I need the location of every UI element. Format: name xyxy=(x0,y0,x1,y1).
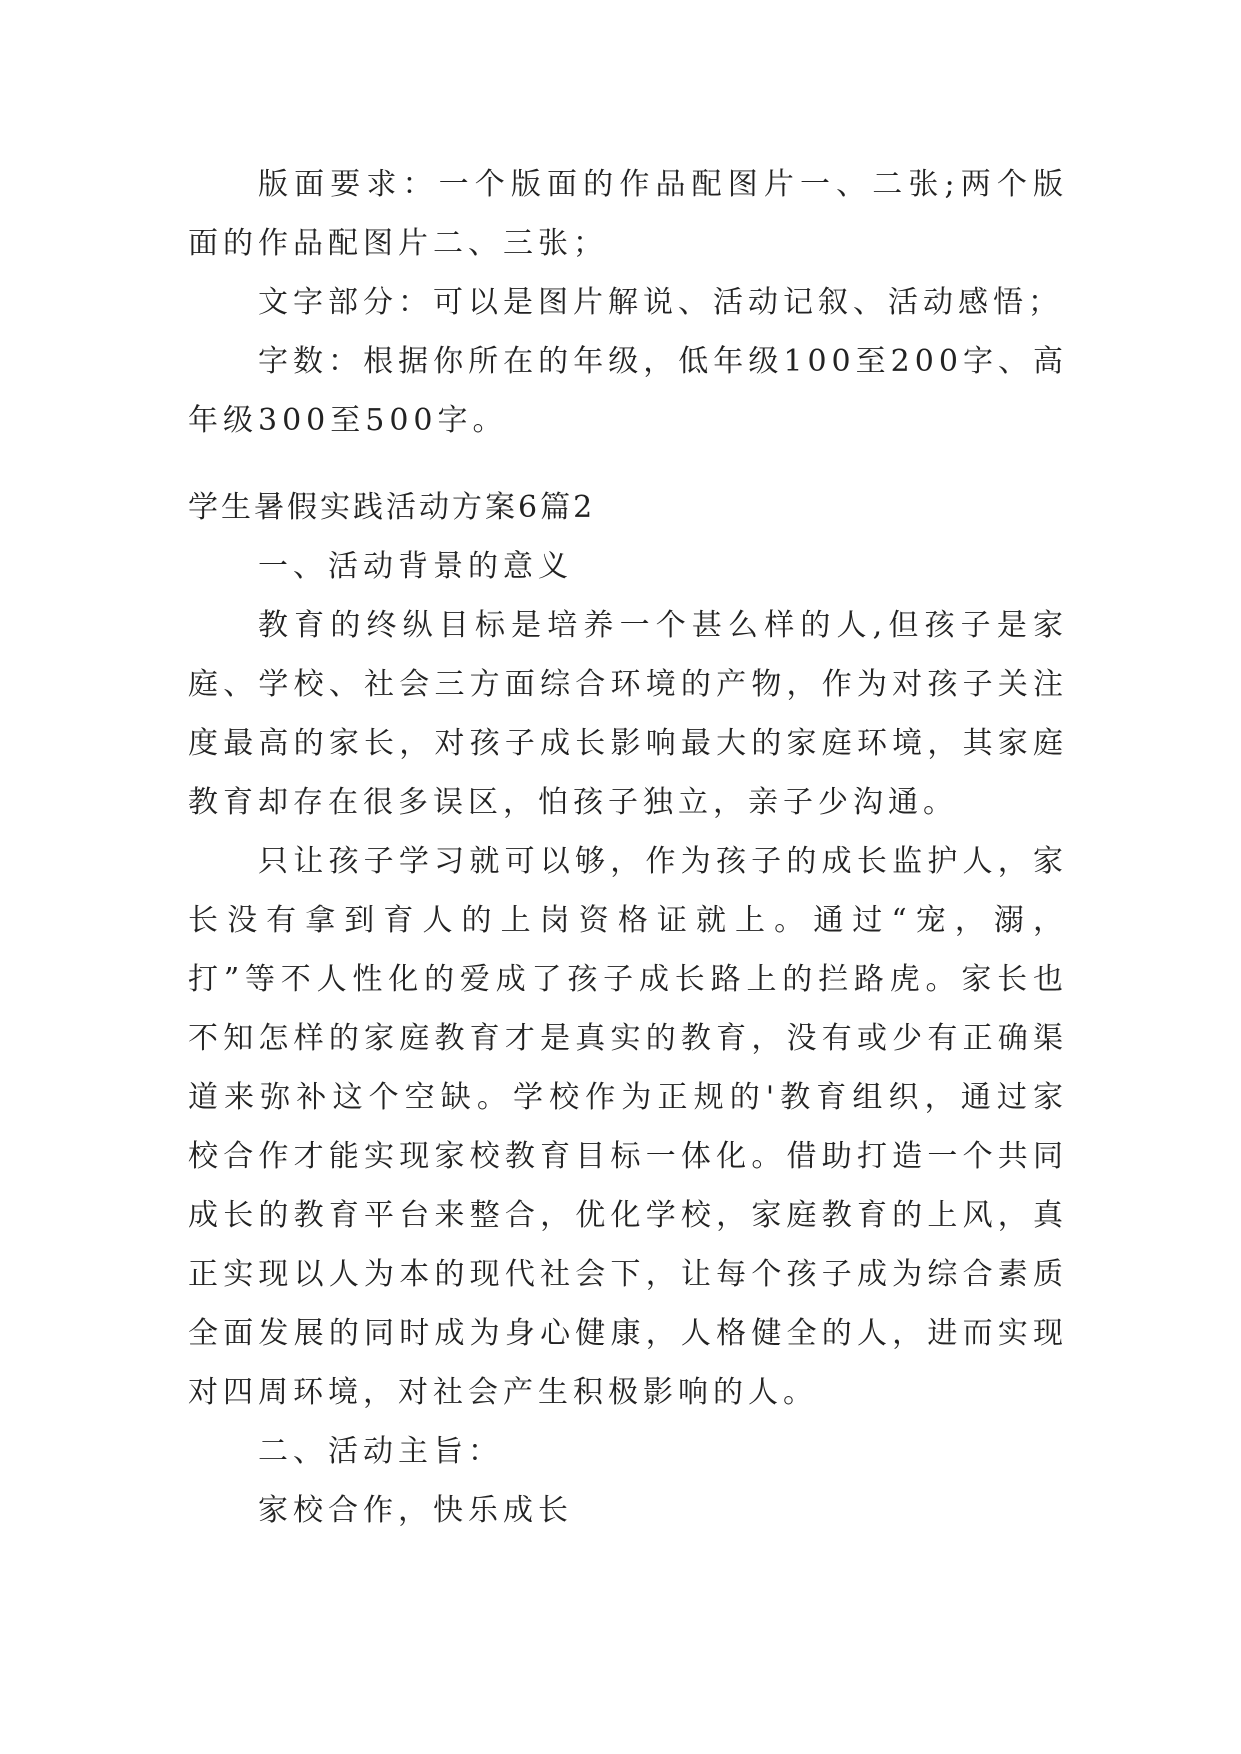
paragraph-education-goal: 教育的终纵目标是培养一个甚么样的人,但孩子是家庭、学校、社会三方面综合环境的产物，作为对孩子关注度最高的家长，对孩子成长影响最大的家庭环境，其家庭教育却存在很多误区，怕孩子独立，亲子少沟通。 xyxy=(188,608,1068,820)
subheading-background: 一、活动背景的意义 xyxy=(258,549,573,584)
paragraph-text-section: 文字部分：可以是图片解说、活动记叙、活动感悟； xyxy=(258,285,1063,320)
paragraph-layout-requirements: 版面要求：一个版面的作品配图片一、二张;两个版面的作品配图片二、三张； xyxy=(188,167,1068,261)
paragraph-family-school: 只让孩子学习就可以够，作为孩子的成长监护人，家长没有拿到育人的上岗资格证就上。通过“宠，溺，打”等不人性化的爱成了孩子成长路上的拦路虎。家长也不知怎样的家庭教育才是真实的教育，没有或少有正确渠道来弥补这个空缺。学校作为正规的'教育组织，通过家校合作才能实现家校教育目标一体化。借助打造一个共同成长的教育平台来整合，优化学校，家庭教育的上风，真正实现以人为本的现代社会下，让每个孩子成为综合素质全面发展的同时成为身心健康，人格健全的人，进而实现对四周环境，对社会产生积极影响的人。 xyxy=(188,844,1068,1410)
document-body xyxy=(188,155,1068,1540)
subheading-purpose: 二、活动主旨： xyxy=(258,1434,503,1469)
paragraph-slogan: 家校合作，快乐成长 xyxy=(258,1493,573,1528)
paragraph-word-count: 字数：根据你所在的年级，低年级100至200字、高年级300至500字。 xyxy=(188,344,1068,438)
section-title: 学生暑假实践活动方案6篇2 xyxy=(188,490,596,525)
